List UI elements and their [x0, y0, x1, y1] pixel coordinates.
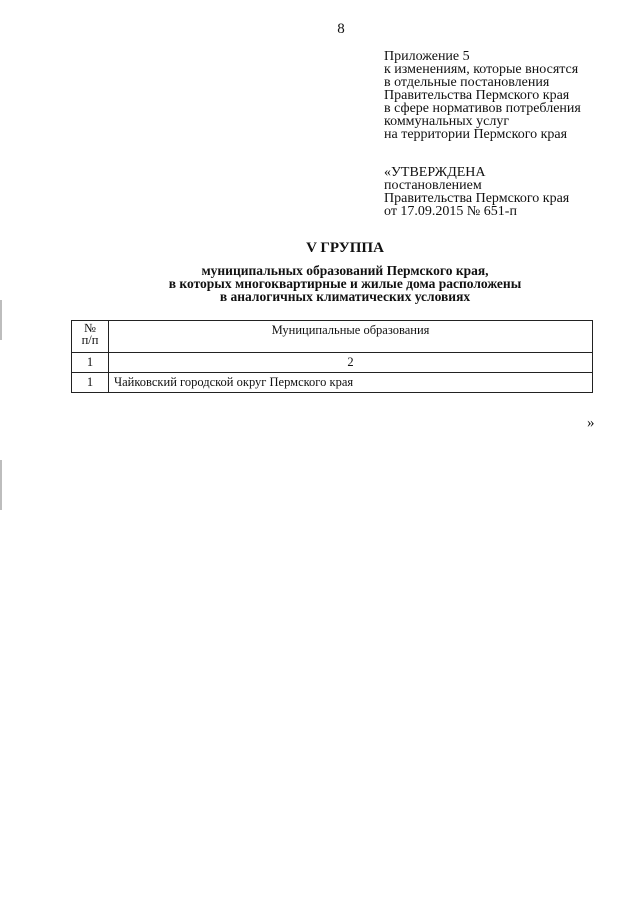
header-number-symbol: №	[84, 321, 96, 335]
approval-block	[384, 166, 634, 218]
approval-line: постановлением	[384, 178, 482, 193]
approval-line: «УТВЕРЖДЕНА	[384, 165, 486, 180]
group-description-line: в аналогичных климатических условиях	[219, 289, 471, 304]
approval-line: от 17.09.2015 № 651-п	[384, 204, 517, 219]
appendix-line: на территории Пермского края	[384, 127, 568, 142]
closing-quote: »	[587, 415, 595, 431]
approval-line: Правительства Пермского края	[384, 191, 570, 206]
table-index-row	[72, 353, 593, 373]
group-description-line: муниципальных образований Пермского края,	[201, 263, 489, 278]
appendix-line: Правительства Пермского края	[384, 88, 570, 103]
row-number: 1	[72, 373, 109, 393]
page-number: 8	[337, 21, 345, 37]
scan-edge-mark	[0, 300, 2, 340]
header-number	[72, 321, 109, 353]
index-name: 2	[109, 353, 593, 373]
group-title: V ГРУППА	[306, 240, 384, 256]
appendix-line: к изменениям, которые вносятся	[384, 62, 579, 77]
table-header-row	[72, 321, 593, 353]
scan-edge-mark	[0, 460, 2, 510]
appendix-line: в сфере нормативов потребления	[384, 101, 581, 116]
row-municipality: Чайковский городской округ Пермского края	[109, 373, 593, 393]
document-heading	[60, 240, 630, 303]
header-municipalities: Муниципальные образования	[109, 321, 593, 353]
group-description-line: в которых многоквартирные и жилые дома расположены	[168, 276, 522, 291]
group-description	[60, 264, 630, 303]
municipalities-table	[71, 320, 593, 393]
appendix-line: коммунальных услуг	[384, 114, 510, 129]
index-number: 1	[72, 353, 109, 373]
table-row	[72, 373, 593, 393]
appendix-block	[384, 50, 634, 141]
appendix-line: в отдельные постановления	[384, 75, 550, 90]
header-number-abbr: п/п	[81, 333, 99, 347]
appendix-line: Приложение 5	[384, 49, 470, 64]
